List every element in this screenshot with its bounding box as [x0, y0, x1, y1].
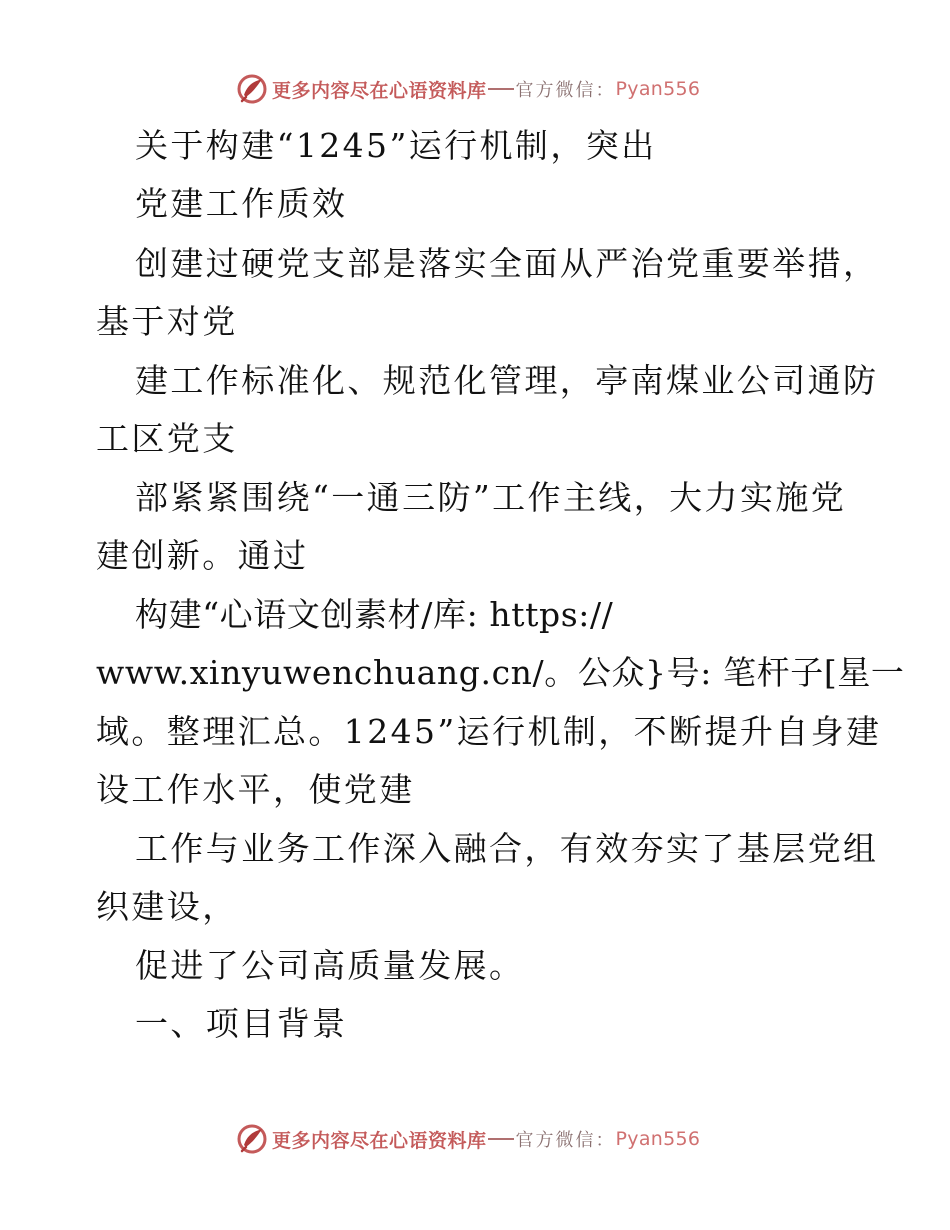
body-line: 创建过硬党支部是落实全面从严治党重要举措， — [135, 244, 879, 283]
watermark-main-text: 更多内容尽在心语资料库 — [272, 79, 487, 102]
body-line: 工区党支 — [96, 419, 238, 458]
body-line: www.xinyuwenchuang.cn/。公众}号: 笔杆子[星一 — [96, 653, 905, 692]
body-line: 构建“心语文创素材/库: https:// — [135, 595, 614, 634]
watermark-dash — [488, 1138, 514, 1140]
watermark-sub-text: 官方微信： — [515, 80, 616, 101]
title-line-1: 关于构建“1245”运行机制，突出 — [135, 126, 657, 165]
title-line-2: 党建工作质效 — [135, 184, 348, 223]
section-heading: 一、项目背景 — [135, 1004, 348, 1043]
watermark-dash — [488, 88, 514, 90]
body-line: 基于对党 — [96, 302, 238, 341]
logo-icon — [236, 73, 268, 105]
watermark-footer — [236, 1122, 700, 1156]
body-line: 建工作标准化、规范化管理，亭南煤业公司通防 — [135, 361, 879, 400]
watermark-sub-text: 官方微信： — [515, 1130, 616, 1151]
body-line: 工作与业务工作深入融合，有效夯实了基层党组 — [135, 829, 879, 868]
body-line: 织建设， — [96, 887, 238, 926]
body-line: 促进了公司高质量发展。 — [135, 946, 525, 985]
body-line: 域。整理汇总。1245”运行机制，不断提升自身建 — [96, 712, 882, 751]
watermark-header — [236, 72, 700, 106]
body-line: 部紧紧围绕“一通三防”工作主线，大力实施党 — [135, 478, 847, 517]
watermark-id-text: Pyan556 — [615, 78, 701, 100]
watermark-id-text: Pyan556 — [615, 1128, 701, 1150]
watermark-main-text: 更多内容尽在心语资料库 — [272, 1129, 487, 1152]
body-line: 设工作水平，使党建 — [96, 770, 415, 809]
body-line: 建创新。通过 — [96, 536, 309, 575]
logo-icon — [236, 1123, 268, 1155]
